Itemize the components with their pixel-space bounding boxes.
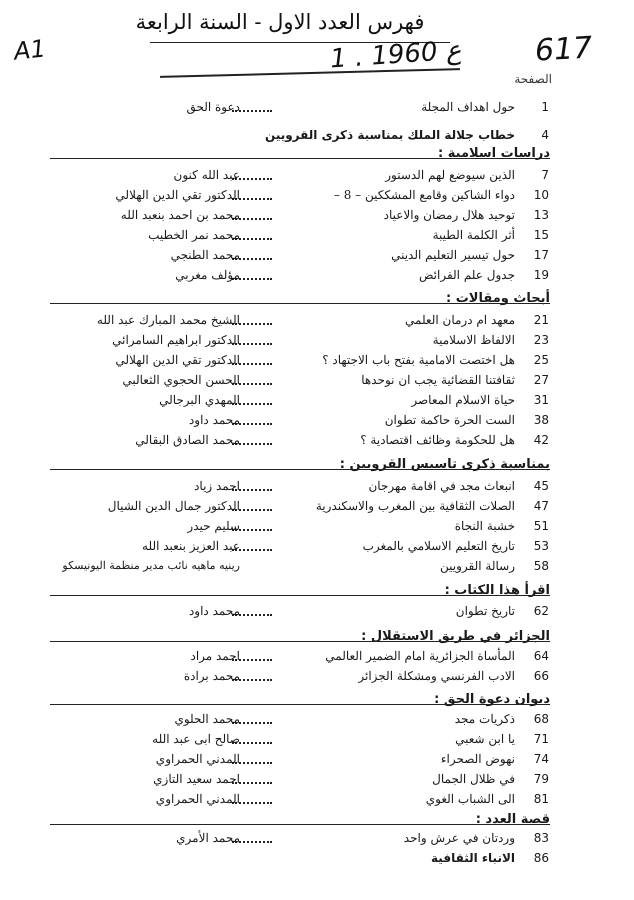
entry-page-number: 13 (533, 208, 549, 222)
section-rule (50, 641, 550, 642)
toc-entry (0, 370, 634, 390)
handwritten-date: 1 . ع 1960 (329, 35, 463, 75)
entry-page-number: 47 (533, 499, 549, 513)
toc-entry (0, 769, 634, 789)
entry-title: هل للحكومة وظائف اقتصادية ؟ (360, 433, 515, 447)
entry-author: الدكتور تقي الدين الهلالي (115, 353, 240, 367)
toc-entry (0, 410, 634, 430)
toc-entry (0, 185, 634, 205)
entry-title: ثقافتنا القضائية يجب ان نوحدها (361, 373, 515, 387)
entry-author: احمد زياد (194, 479, 240, 493)
entry-page-number: 74 (533, 752, 549, 766)
entry-page-number: 53 (533, 539, 549, 553)
toc-entry (0, 536, 634, 556)
toc-entry (0, 646, 634, 666)
toc-entry (0, 729, 634, 749)
section-rule (50, 469, 550, 470)
entry-title: الانباء الثقافية (431, 851, 515, 865)
entry-title: معهد ام درمان العلمي (405, 313, 515, 327)
entry-title: أثر الكلمة الطيبة (432, 228, 515, 242)
entry-title: تاريخ تطوان (455, 604, 515, 618)
page-column-label: الصفحة (514, 72, 552, 86)
entry-author: عبد العزيز بنعبد الله (142, 539, 240, 553)
entry-title: الصلات الثقافية بين المغرب والاسكندرية (315, 499, 515, 513)
entry-title: هل اختصت الامامية بفتح باب الاجتهاد ؟ (322, 353, 515, 367)
entry-title: الادب الفرنسي ومشكلة الجزائر (358, 669, 515, 683)
toc-entry (0, 476, 634, 496)
entry-title: دواء الشاكين وقامع المشككين – 8 – (333, 188, 515, 202)
section-rule (50, 303, 550, 304)
section-rule (50, 824, 550, 825)
section-heading: دراسات اسلامية : (438, 146, 550, 161)
entry-author: مؤلف مغربي (175, 268, 240, 282)
entry-title: خشبة النجاة (454, 519, 515, 533)
entry-page-number: 23 (533, 333, 549, 347)
entry-title: وردتان في عرش واحد (403, 831, 515, 845)
entry-title: حول اهداف المجلة (421, 100, 515, 114)
section-rule (50, 595, 550, 596)
entry-page-number: 19 (533, 268, 549, 282)
entry-title: المأساة الجزائرية امام الضمير العالمي (325, 649, 515, 663)
entry-title: خطاب جلالة الملك بمناسبة ذكرى القرويين (265, 128, 515, 142)
toc-entry (0, 225, 634, 245)
entry-page-number: 68 (533, 712, 549, 726)
entry-page-number: 4 (541, 128, 549, 142)
toc-entry (0, 709, 634, 729)
entry-page-number: 42 (533, 433, 549, 447)
entry-author: محمد الصادق البقالي (135, 433, 240, 447)
entry-author: المدني الحمراوي (155, 752, 240, 766)
entry-page-number: 66 (533, 669, 549, 683)
entry-page-number: 45 (533, 479, 549, 493)
entry-author: محمد نمر الخطيب (148, 228, 240, 242)
entry-title: نهوض الصحراء (440, 752, 515, 766)
entry-author: الدكتور تقي الدين الهلالي (115, 188, 240, 202)
toc-entry (0, 125, 634, 145)
handwritten-underline (160, 68, 460, 78)
section-heading: الجزائر في طريق الاستقلال : (361, 629, 550, 644)
entry-title: الالفاظ الاسلامية (432, 333, 515, 347)
toc-entry (0, 97, 634, 117)
entry-page-number: 71 (533, 732, 549, 746)
entry-title: الى الشباب الغوي (425, 792, 515, 806)
entry-title: الذين سيوضع لهم الدستور (385, 168, 515, 182)
toc-entry (0, 556, 634, 576)
entry-author: عبد الله كنون (173, 168, 240, 182)
entry-author: رينيه ماهيه نائب مدير منظمة اليونيسكو (62, 559, 240, 572)
entry-author: الدكتور جمال الدين الشيال (107, 499, 240, 513)
toc-entry (0, 666, 634, 686)
entry-author: محمد الأمري (176, 831, 240, 845)
entry-author: صالح ابى عبد الله (152, 732, 240, 746)
entry-title: تاريخ التعليم الاسلامي بالمغرب (362, 539, 515, 553)
entry-title: انبعاث مجد في اقامة مهرجان (368, 479, 515, 493)
handwritten-code: A1 (12, 34, 48, 66)
handwritten-number: 617 (534, 30, 594, 69)
entry-author: دعوة الحق (186, 100, 240, 114)
entry-page-number: 86 (533, 851, 549, 865)
entry-author: محمد داود (188, 604, 240, 618)
entry-title: الست الحرة حاكمة تطوان (384, 413, 515, 427)
entry-title: حول تيسير التعليم الديني (391, 248, 515, 262)
entry-title: توحيد هلال رمضان والاعياد (383, 208, 515, 222)
entry-author: محمد الطنجي (170, 248, 240, 262)
entry-page-number: 58 (533, 559, 549, 573)
toc-entry (0, 245, 634, 265)
section-heading: اقرأ هذا الكتاب : (444, 583, 550, 598)
entry-page-number: 25 (533, 353, 549, 367)
entry-author: الدكتور ابراهيم السامرائي (112, 333, 240, 347)
toc-entry (0, 789, 634, 809)
section-rule (50, 158, 550, 159)
section-rule (50, 704, 550, 705)
toc-entry (0, 430, 634, 450)
entry-page-number: 21 (533, 313, 549, 327)
entry-page-number: 64 (533, 649, 549, 663)
entry-author: احمد مراد (190, 649, 240, 663)
entry-page-number: 7 (541, 168, 549, 182)
toc-entry (0, 390, 634, 410)
toc-entry (0, 165, 634, 185)
entry-author: محمد برادة (183, 669, 240, 683)
entry-author: الحسن الحجوي الثعالبي (122, 373, 240, 387)
entry-page-number: 15 (533, 228, 549, 242)
entry-title: يا ابن شعبي (455, 732, 515, 746)
toc-entry (0, 205, 634, 225)
entry-author: محمد الحلوي (174, 712, 240, 726)
entry-title: رسالة القرويين (440, 559, 515, 573)
page-title: فهرس العدد الاول - السنة الرابعة (135, 10, 425, 34)
entry-author: المهدي البرجالي (159, 393, 240, 407)
entry-author: احمد سعيد التازي (153, 772, 240, 786)
entry-author: محمد داود (188, 413, 240, 427)
entry-page-number: 79 (533, 772, 549, 786)
entry-page-number: 83 (533, 831, 549, 845)
entry-page-number: 1 (541, 100, 549, 114)
entry-page-number: 51 (533, 519, 549, 533)
entry-author: المدني الحمراوي (155, 792, 240, 806)
entry-author: محمد بن احمد بنعبد الله (120, 208, 240, 222)
entry-title: حياة الاسلام المعاصر (411, 393, 515, 407)
entry-title: جدول علم الفرائض (418, 268, 515, 282)
section-heading: بمناسبة ذكرى تاسيس القرويين : (339, 457, 550, 472)
section-heading: أبحاث ومقالات : (445, 291, 550, 306)
entry-title: في ظلال الجمال (432, 772, 515, 786)
entry-page-number: 27 (533, 373, 549, 387)
entry-page-number: 62 (533, 604, 549, 618)
entry-title: ذكريات مجد (454, 712, 515, 726)
toc-entry (0, 350, 634, 370)
entry-author: الشيخ محمد المبارك عبد الله (96, 313, 240, 327)
entry-page-number: 17 (533, 248, 549, 262)
toc-entry (0, 496, 634, 516)
toc-entry (0, 310, 634, 330)
toc-entry (0, 828, 634, 848)
toc-entry (0, 516, 634, 536)
section-heading: قصة العدد : (475, 812, 550, 827)
entry-page-number: 10 (533, 188, 549, 202)
entry-author: سليم حيدر (187, 519, 240, 533)
toc-entry (0, 265, 634, 285)
entry-page-number: 81 (533, 792, 549, 806)
entry-page-number: 31 (533, 393, 549, 407)
toc-entry (0, 848, 634, 868)
toc-entry (0, 749, 634, 769)
toc-entry (0, 601, 634, 621)
section-heading: ديوان دعوة الحق : (434, 692, 550, 707)
toc-entry (0, 330, 634, 350)
entry-page-number: 38 (533, 413, 549, 427)
